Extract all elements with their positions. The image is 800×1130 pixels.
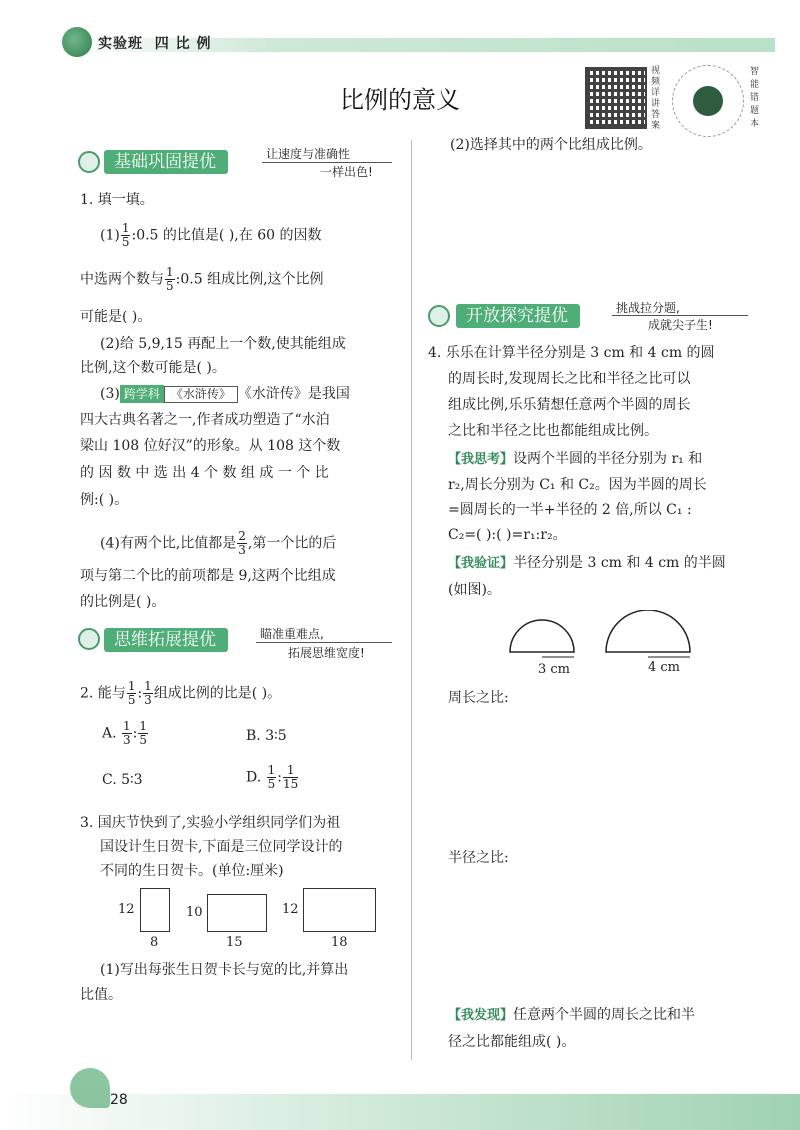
page-number: 28: [110, 1092, 128, 1108]
fraction: $\frac{2}{3}$: [238, 529, 246, 557]
q4-find-line1: 【我发现】任意两个半圆的周长之比和半: [448, 1007, 696, 1023]
leaf-logo-icon: [62, 27, 92, 57]
section-title-think: 思维拓展提优: [104, 628, 228, 652]
q1-part3-line5: 例:( )。: [80, 492, 129, 508]
section-title-open: 开放探究提优: [456, 304, 580, 328]
section-line: [612, 315, 748, 316]
q1-part4-line3: 的比例是( )。: [80, 594, 166, 610]
semicircle-large: [606, 610, 690, 652]
cross-subject-tag: 跨学科: [120, 385, 164, 403]
q4-think-line1: 【我思考】设两个半圆的半径分别为 r₁ 和: [448, 451, 703, 467]
q2-option-a[interactable]: A. $\frac{1}{3}$ : $\frac{1}{5}$: [102, 719, 148, 747]
q4-verify-line1: 【我验证】半径分别是 3 cm 和 4 cm 的半圆: [448, 555, 726, 571]
q1-part1-line3: 可能是( )。: [80, 309, 152, 325]
fraction: $\frac{1}{3}$: [123, 719, 131, 747]
fraction: $\frac{1}{15}$: [283, 763, 299, 791]
section-line: [262, 162, 392, 163]
q3-sub2: (2)选择其中的两个比组成比例。: [450, 137, 652, 153]
satellite-icon: [428, 305, 450, 327]
section-tip-open-1: 挑战拉分题,: [616, 301, 680, 315]
unit-name: 四 比 例: [154, 36, 212, 52]
card2-height: 10: [186, 905, 203, 920]
card2-width: 15: [226, 935, 243, 950]
target-icon: [78, 151, 100, 173]
q4-verify-line2: (如图)。: [448, 582, 501, 598]
section-tip-open-2: 成就尖子生!: [648, 318, 713, 332]
fraction: $\frac{1}{5}$: [166, 265, 174, 293]
section-tip-think-1: 瞄准重难点,: [260, 627, 324, 641]
perimeter-ratio-label: 周长之比:: [448, 690, 509, 706]
q4-think-line2: r₂,周长分别为 C₁ 和 C₂。因为半圆的周长: [448, 477, 707, 493]
think-tag: 【我思考】: [448, 452, 514, 467]
q1-part4-line2: 项与第二个比的前项都是 9,这两个比组成: [80, 568, 336, 584]
q2-stem: 2. 能与 $\frac{1}{5}$ : $\frac{1}{3}$ 组成比例的比是( )。: [80, 679, 282, 707]
fraction: $\frac{1}{5}$: [267, 763, 276, 791]
verify-tag: 【我验证】: [448, 556, 514, 571]
find-tag: 【我发现】: [448, 1008, 514, 1023]
q1-part2-line2: 比例,这个数可能是( )。: [80, 360, 226, 376]
semicircle-small: [510, 620, 574, 652]
q1-part3-line4: 的 因 数 中 选 出 4 个 数 组 成 一 个 比: [80, 465, 329, 481]
q1-part3-line1: (3) 跨学科 《水浒传》 《水浒传》是我国: [100, 386, 350, 402]
card-rect-3: [303, 888, 376, 932]
q3-line2: 国设计生日贺卡,下面是三位同学设计的: [100, 839, 343, 855]
radius-label-large: 4 cm: [648, 660, 681, 675]
column-divider: [411, 140, 412, 1060]
radius-label-small: 3 cm: [538, 662, 571, 677]
q2-option-d[interactable]: D. $\frac{1}{5}$ : $\frac{1}{15}$: [246, 763, 299, 791]
q4-think-line4: C₂=( ):( )=r₁:r₂。: [448, 527, 567, 543]
card1-width: 8: [150, 935, 159, 950]
q1-part1-line2: 中选两个数与 $\frac{1}{5}$ :0.5 组成比例,这个比例: [80, 265, 324, 293]
qr-code-icon[interactable]: [585, 67, 647, 129]
qr-label-right: 智能错题本: [750, 67, 760, 129]
page-title: 比例的意义: [340, 86, 460, 114]
q4-line3: 组成比例,乐乐猜想任意两个半圆的周长: [448, 397, 691, 413]
radius-ratio-label: 半径之比:: [448, 850, 509, 866]
q4-find-line2: 径之比都能组成( )。: [448, 1034, 576, 1050]
section-title-basic: 基础巩固提优: [104, 150, 228, 174]
section-tip-basic-2: 一样出色!: [320, 165, 373, 179]
card1-height: 12: [118, 902, 135, 917]
q1-heading: 1. 填一填。: [80, 192, 154, 208]
semicircle-figure: [500, 610, 700, 665]
section-line: [256, 642, 392, 643]
card-rect-2: [207, 894, 267, 932]
q4-line4: 之比和半径之比也都能组成比例。: [448, 423, 658, 439]
section-tip-think-2: 拓展思维宽度!: [288, 646, 365, 660]
q3-sub1-line1: (1)写出每张生日贺卡长与宽的比,并算出: [100, 962, 349, 978]
q3-line1: 3. 国庆节快到了,实验小学组织同学们为祖: [80, 815, 341, 831]
q1-part3-line2: 四大古典名著之一,作者成功塑造了“水泊: [80, 412, 330, 428]
card3-height: 12: [282, 902, 299, 917]
q1-part4-line1: (4)有两个比,比值都是 $\frac{2}{3}$ ,第一个比的后: [100, 529, 337, 557]
card-rect-1: [140, 888, 170, 932]
q1-part2-line1: (2)给 5,9,15 再配上一个数,使其能组成: [100, 336, 346, 352]
header-title: [98, 33, 212, 53]
q3-sub1-line2: 比值。: [80, 987, 122, 1003]
q2-option-b[interactable]: B. 3∶5: [246, 728, 287, 744]
q1-part1-line1: (1) $\frac{1}{5}$ :0.5 的比值是( ),在 60 的因数: [100, 221, 322, 249]
fraction: $\frac{1}{5}$: [139, 719, 148, 747]
card3-width: 18: [331, 935, 348, 950]
fraction: $\frac{1}{5}$: [127, 679, 136, 707]
series-name: 实验班: [98, 36, 143, 52]
leaf-badge-icon: [693, 86, 723, 116]
dolphin-icon: [70, 1068, 110, 1108]
fraction: $\frac{1}{3}$: [144, 679, 152, 707]
ufo-icon: [78, 628, 100, 650]
qr-label-left: 视频详讲答案: [651, 66, 661, 131]
fraction: $\frac{1}{5}$: [121, 221, 130, 249]
q2-option-c[interactable]: C. 5∶3: [102, 772, 143, 788]
q3-line3: 不同的生日贺卡。(单位:厘米): [100, 863, 284, 879]
q4-line1: 4. 乐乐在计算半径分别是 3 cm 和 4 cm 的圆: [428, 345, 715, 361]
q4-line2: 的周长时,发现周长之比和半径之比可以: [448, 371, 691, 387]
book-tag: 《水浒传》: [164, 386, 238, 403]
q4-think-line3: =圆周长的一半+半径的 2 倍,所以 C₁ :: [448, 502, 692, 518]
section-tip-basic-1: 让速度与准确性: [266, 147, 351, 161]
q1-part3-line3: 梁山 108 位好汉”的形象。从 108 这个数: [80, 438, 341, 454]
